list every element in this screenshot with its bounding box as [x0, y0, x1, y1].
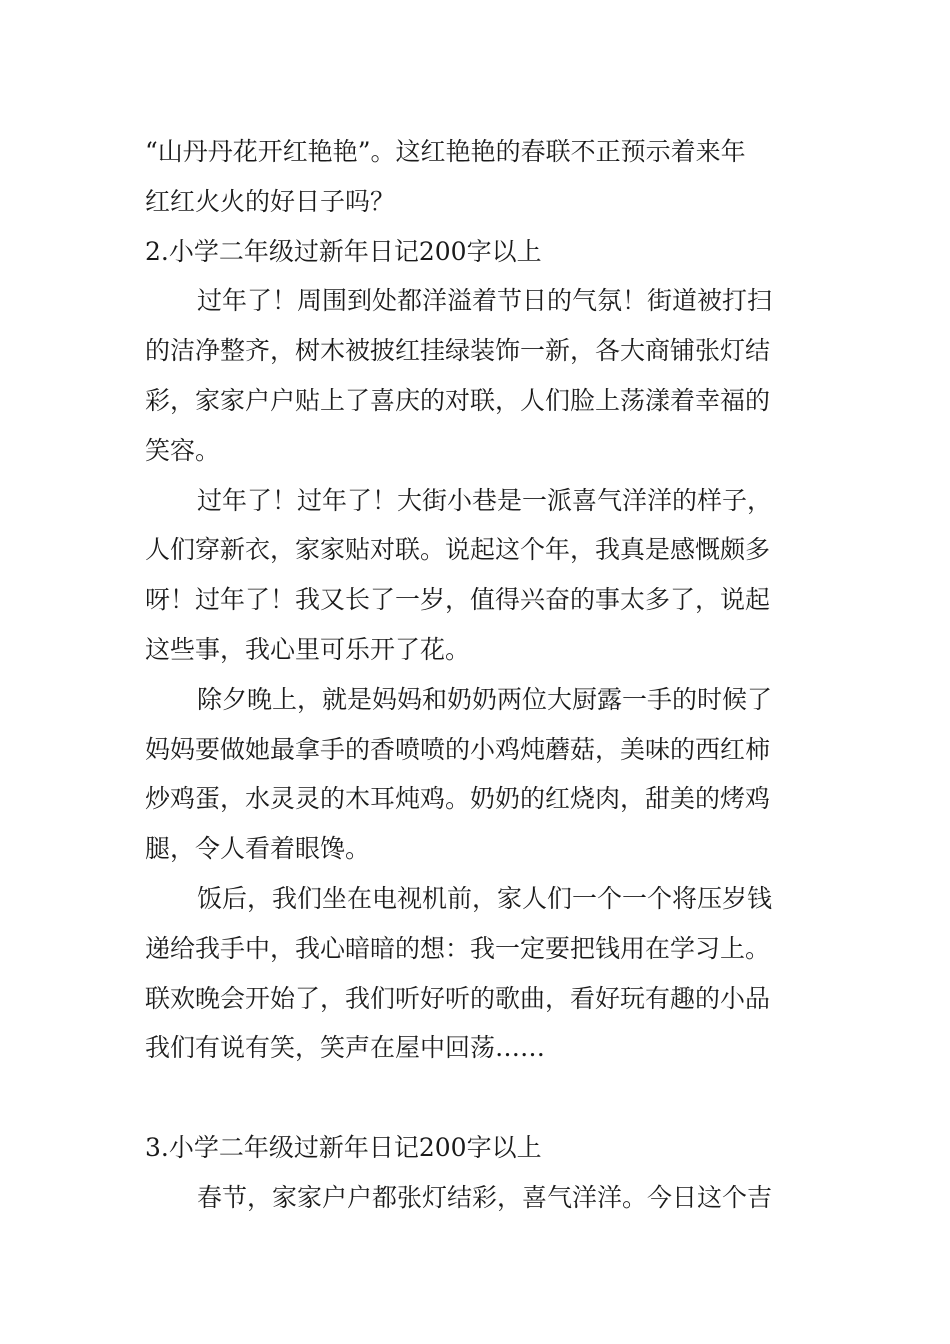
paragraph-line: 彩，家家户户贴上了喜庆的对联，人们脸上荡漾着幸福的: [145, 385, 771, 415]
paragraph-line: 腿，令人看着眼馋。: [145, 834, 371, 864]
paragraph-line: 饭后，我们坐在电视机前，家人们一个一个将压岁钱: [197, 883, 773, 913]
paragraph-line: “山丹丹花开红艳艳”。这红艳艳的春联不正预示着来年: [145, 137, 746, 166]
paragraph-line: 联欢晚会开始了，我们听好听的歌曲，看好玩有趣的小品: [145, 983, 771, 1013]
paragraph-line: 这些事，我心里可乐开了花。: [145, 634, 471, 664]
paragraph-line: 春节，家家户户都张灯结彩，喜气洋洋。今日这个吉: [197, 1182, 773, 1212]
paragraph-line: 妈妈要做她最拿手的香喷喷的小鸡炖蘑菇，美味的西红柿: [145, 734, 771, 764]
document-page: [145, 127, 810, 1223]
paragraph-line: 的洁净整齐，树木被披红挂绿装饰一新，各大商铺张灯结: [145, 336, 771, 366]
paragraph-line: 除夕晚上，就是妈妈和奶奶两位大厨露一手的时候了: [197, 684, 773, 714]
paragraph-line: 炒鸡蛋，水灵灵的木耳炖鸡。奶奶的红烧肉，甜美的烤鸡: [145, 784, 771, 814]
paragraph-line: 过年了！过年了！大街小巷是一派喜气洋洋的样子，: [197, 485, 773, 515]
section-heading-2: 2.小学二年级过新年日记200字以上: [145, 236, 542, 266]
section-spacer: [145, 1073, 810, 1123]
paragraph-line: 红红火火的好日子吗？: [145, 186, 396, 216]
section-heading-3: 3.小学二年级过新年日记200字以上: [145, 1132, 542, 1162]
paragraph-line: 过年了！周围到处都洋溢着节日的气氛！街道被打扫: [197, 286, 773, 316]
paragraph-line: 人们穿新衣，家家贴对联。说起这个年，我真是感慨颇多: [145, 535, 771, 565]
paragraph-line: 呀！过年了！我又长了一岁，值得兴奋的事太多了，说起: [145, 585, 771, 615]
paragraph-line: 我们有说有笑，笑声在屋中回荡……: [145, 1033, 546, 1063]
paragraph-line: 递给我手中，我心暗暗的想：我一定要把钱用在学习上。: [145, 933, 771, 963]
paragraph-line: 笑容。: [145, 435, 221, 465]
